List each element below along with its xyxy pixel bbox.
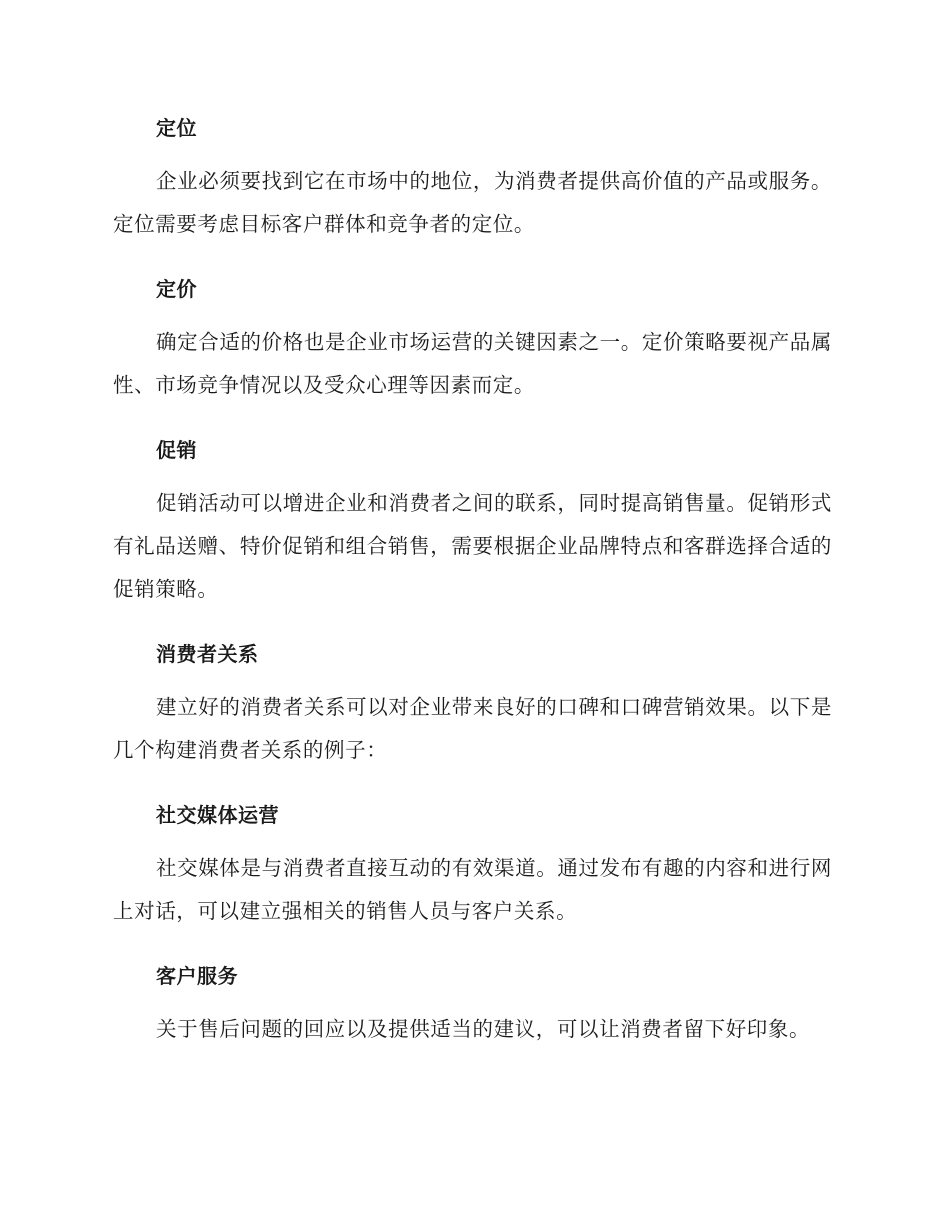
- section-paragraph: 关于售后问题的回应以及提供适当的建议，可以让消费者留下好印象。: [156, 1017, 811, 1041]
- section-paragraph: 建立好的消费者关系可以对企业带来良好的口碑和口碑营销效果。以下是几个构建消费者关系的例子：: [113, 695, 832, 762]
- section-customer-service: [113, 956, 832, 1051]
- section-heading: 社交媒体运营: [156, 803, 279, 827]
- section-paragraph: 促销活动可以增进企业和消费者之间的联系，同时提高销售量。促销形式有礼品送赠、特价促销和组合销售，需要根据企业品牌特点和客群选择合适的促销策略。: [113, 491, 832, 601]
- section-paragraph: 社交媒体是与消费者直接互动的有效渠道。通过发布有趣的内容和进行网上对话，可以建立强相关的销售人员与客户关系。: [113, 856, 832, 923]
- section-heading: 定价: [156, 277, 197, 301]
- section-heading: 定位: [156, 116, 197, 140]
- section-social-media: [113, 795, 832, 933]
- section-paragraph: 企业必须要找到它在市场中的地位，为消费者提供高价值的产品或服务。定位需要考虑目标客户群体和竞争者的定位。: [113, 169, 832, 236]
- section-paragraph: 确定合适的价格也是企业市场运营的关键因素之一。定价策略要视产品属性、市场竞争情况以及受众心理等因素而定。: [113, 330, 832, 397]
- section-positioning: [113, 108, 832, 246]
- section-heading: 促销: [156, 438, 197, 462]
- section-heading: 消费者关系: [156, 642, 259, 666]
- section-promotion: [113, 430, 832, 611]
- section-pricing: [113, 269, 832, 407]
- section-consumer-relations: [113, 634, 832, 772]
- section-heading: 客户服务: [156, 964, 238, 988]
